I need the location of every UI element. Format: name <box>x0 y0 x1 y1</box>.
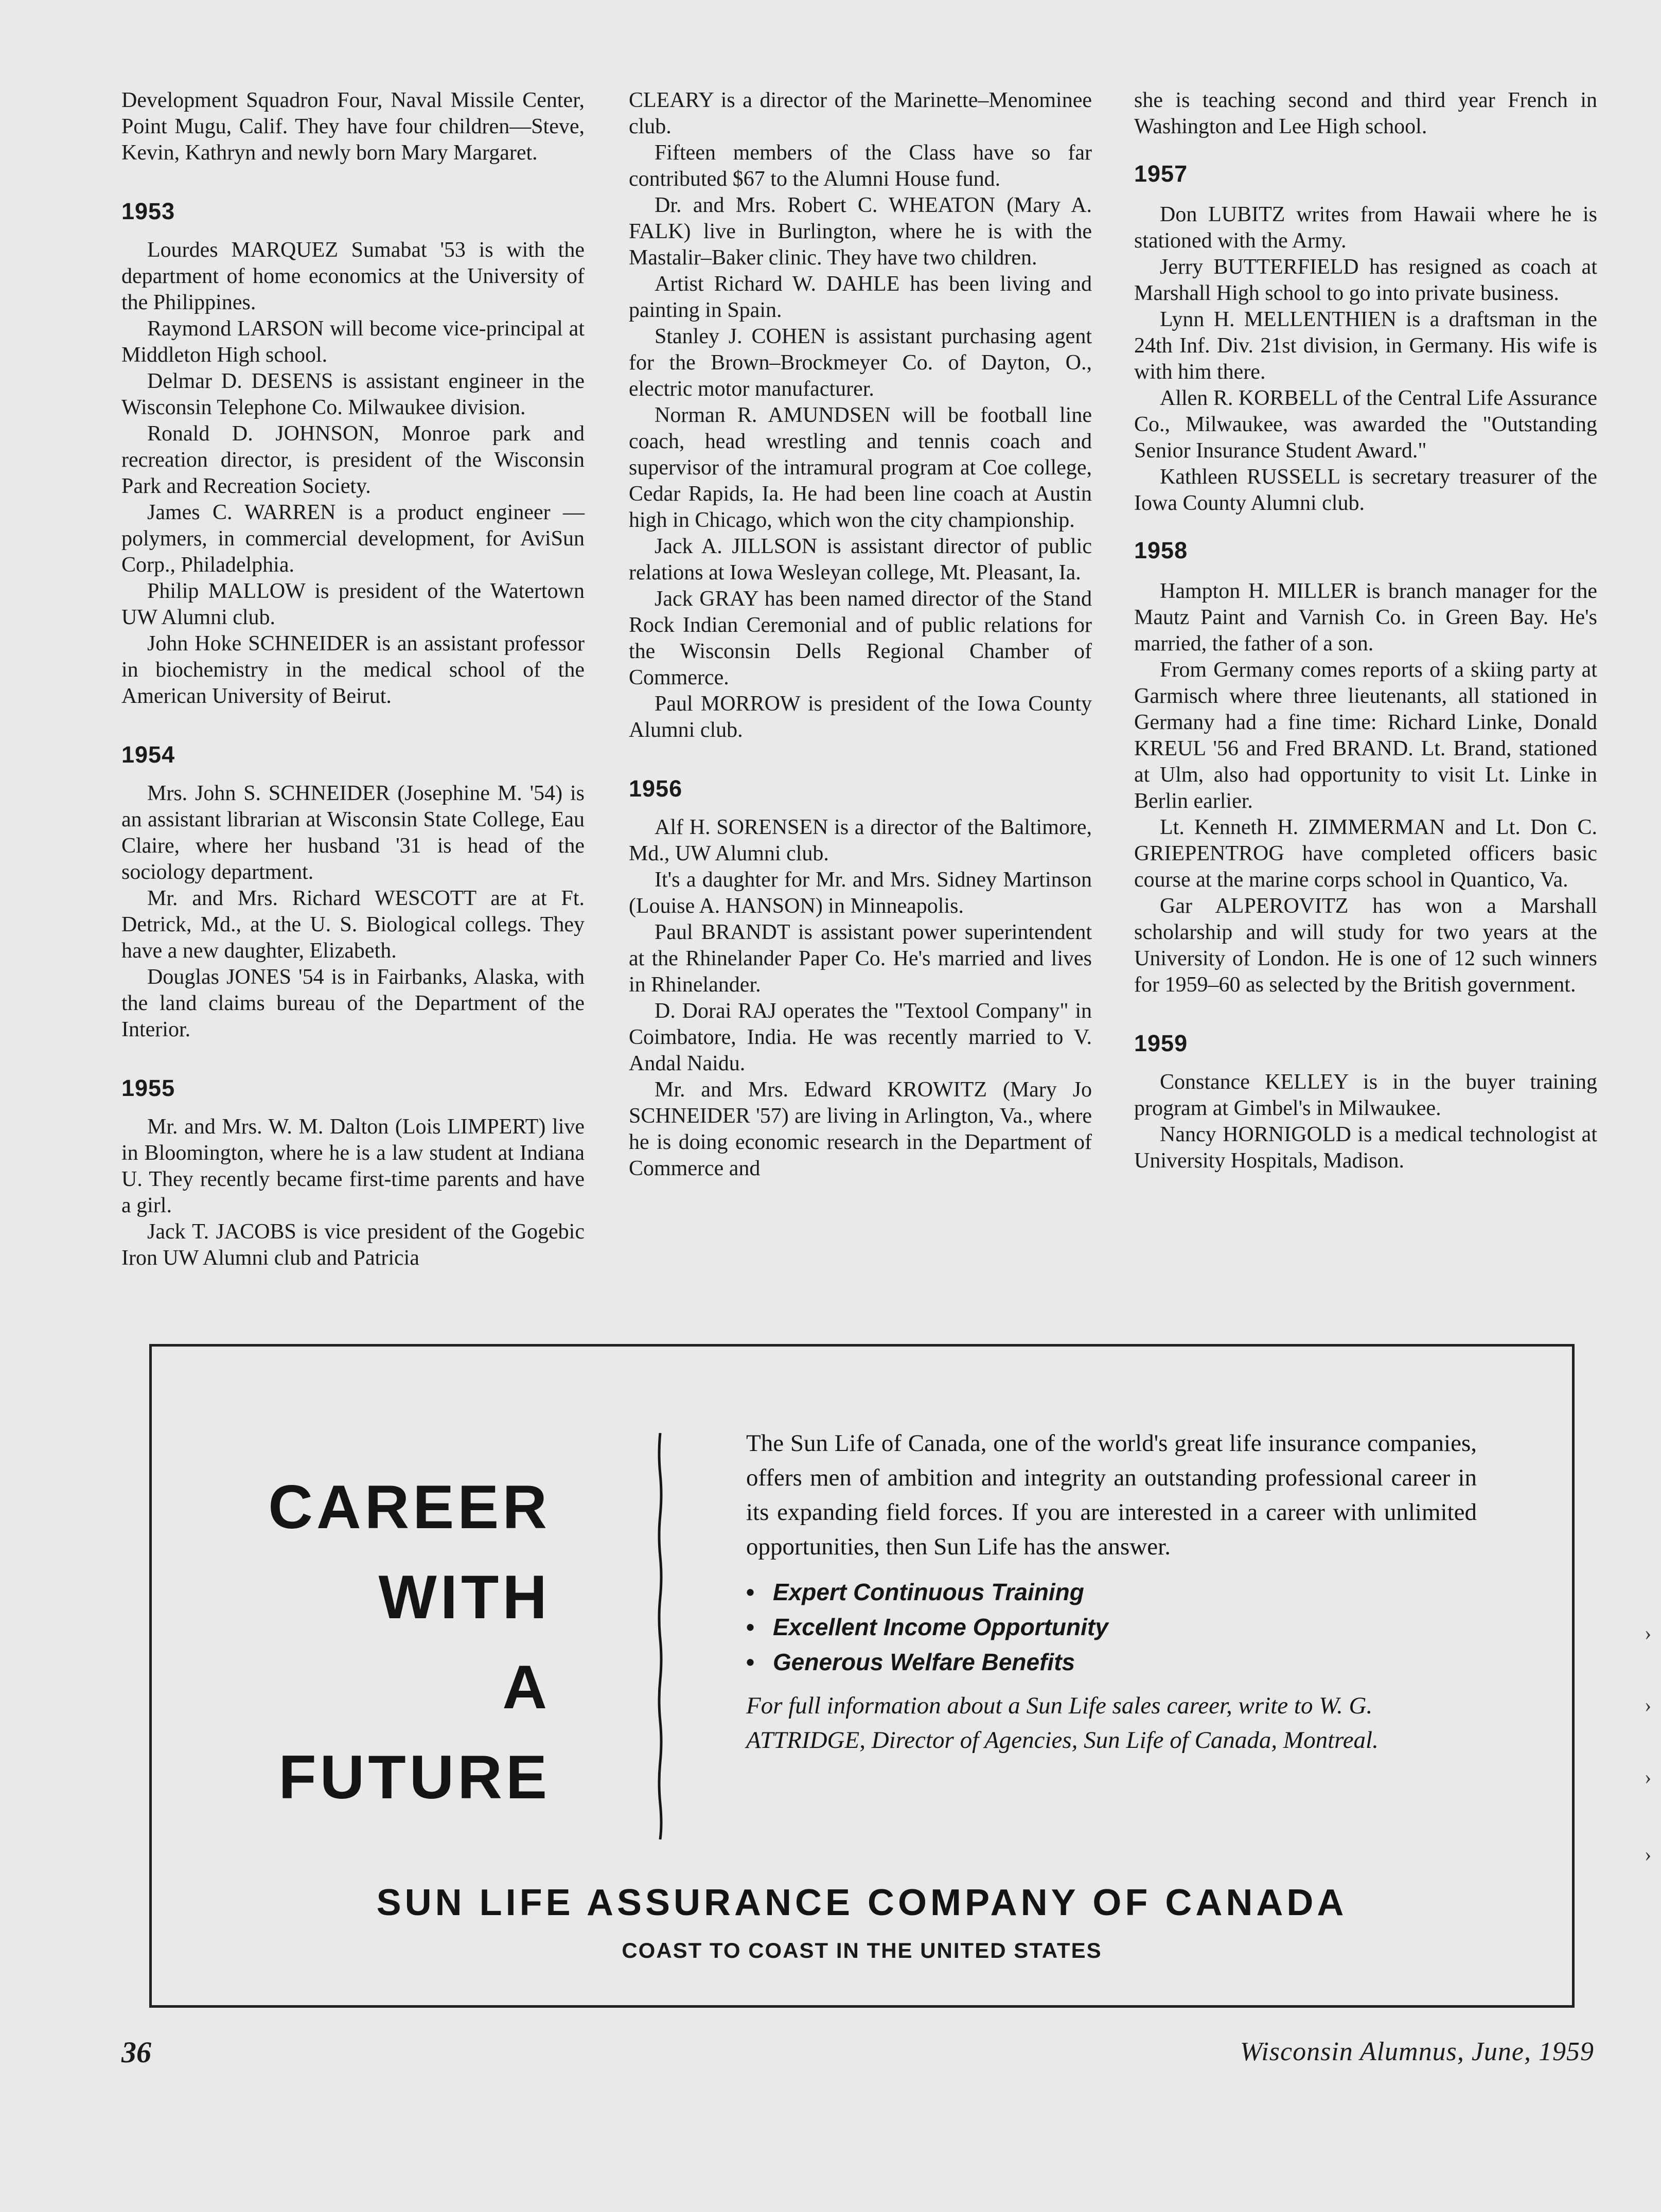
sun-life-advertisement <box>149 1344 1575 2008</box>
paragraph: Norman R. AMUNDSEN will be football line coach, head wrestling and tennis coach and supervisor of the intramural program at Coe college, Cedar Rapids, Ia. He had been line coach at Austin high in Chicago, which won the city championship. <box>629 403 1092 532</box>
ad-headline-line: FUTURE <box>278 1743 551 1812</box>
paragraph: Artist Richard W. DAHLE has been living and painting in Spain. <box>629 272 1092 322</box>
paragraph: Mrs. John S. SCHNEIDER (Josephine M. '54) is an assistant librarian at Wisconsin State College, Eau Claire, where her husband '31 is head of the sociology department. <box>121 782 585 884</box>
year-heading-1959: 1959 <box>1134 1030 1188 1056</box>
article-column-2 <box>629 87 1092 1182</box>
paragraph: It's a daughter for Mr. and Mrs. Sidney Martinson (Louise A. HANSON) in Minneapolis. <box>629 868 1092 918</box>
paragraph: Stanley J. COHEN is assistant purchasing agent for the Brown–Brockmeyer Co. of Dayton, O., electric motor manufacturer. <box>629 325 1092 401</box>
publication-footer: Wisconsin Alumnus, June, 1959 <box>1240 2037 1594 2066</box>
edge-mark: › <box>1645 1693 1652 1716</box>
paragraph: Lt. Kenneth H. ZIMMERMAN and Lt. Don C. GRIEPENTROG have completed officers basic course at the marine corps school in Quantico, Va. <box>1134 816 1597 892</box>
paragraph: Douglas JONES '54 is in Fairbanks, Alaska, with the land claims bureau of the Department of the Interior. <box>121 965 585 1041</box>
wavy-divider-rule <box>655 1433 665 1839</box>
paragraph: James C. WARREN is a product engineer —polymers, in commercial development, for AviSun Corp., Philadelphia. <box>121 501 585 577</box>
paragraph: Raymond LARSON will become vice-principal at Middleton High school. <box>121 317 585 367</box>
article-column-1 <box>121 87 585 1271</box>
paragraph: Allen R. KORBELL of the Central Life Assurance Co., Milwaukee, was awarded the "Outstanding Senior Insurance Student Award." <box>1134 386 1597 463</box>
year-heading-1957: 1957 <box>1134 161 1188 187</box>
paragraph: Hampton H. MILLER is branch manager for the Mautz Paint and Varnish Co. in Green Bay. He's married, the father of a son. <box>1134 579 1597 656</box>
article-column-3 <box>1134 87 1597 1174</box>
bullet-icon: • <box>746 1614 755 1640</box>
ad-headline-line: CAREER <box>268 1473 551 1542</box>
paragraph: Gar ALPEROVITZ has won a Marshall scholarship and will study for two years at the University of London. He is one of 12 such winners for 1959–60 as selected by the British government. <box>1134 894 1597 997</box>
paragraph: Constance KELLEY is in the buyer training program at Gimbel's in Milwaukee. <box>1134 1070 1597 1120</box>
ad-company-name: SUN LIFE ASSURANCE COMPANY OF CANADA <box>376 1882 1348 1923</box>
ad-benefit-item: • Generous Welfare Benefits <box>746 1644 1477 1679</box>
paragraph: From Germany comes reports of a skiing party at Garmisch where three lieutenants, all stationed in Germany had a fine time: Richard Linke, Donald KREUL '56 and Fred BRAND. Lt. Brand, stationed at Ulm, also had opportunity to visit Lt. Linke in Berlin earlier. <box>1134 658 1597 813</box>
paragraph: Alf H. SORENSEN is a director of the Baltimore, Md., UW Alumni club. <box>629 816 1092 865</box>
paragraph: Paul MORROW is president of the Iowa County Alumni club. <box>629 692 1092 742</box>
edge-mark: › <box>1645 1765 1652 1789</box>
paragraph: Philip MALLOW is president of the Watertown UW Alumni club. <box>121 579 585 629</box>
ad-headline-line: WITH <box>378 1563 551 1632</box>
year-heading-1954: 1954 <box>121 741 175 768</box>
paragraph: Ronald D. JOHNSON, Monroe park and recreation director, is president of the Wisconsin Park and Recreation Society. <box>121 422 585 498</box>
edge-mark: › <box>1645 1843 1652 1866</box>
bullet-icon: • <box>746 1649 755 1675</box>
ad-body-text: The Sun Life of Canada, one of the world's great life insurance companies, offers men of ambition and integrity an outstanding professional career in its expanding field forces. If you are interested in a career with unlimited opportunities, then Sun Life has the answer. <box>746 1430 1477 1560</box>
paragraph: Jack GRAY has been named director of the Stand Rock Indian Ceremonial and of public relations for the Wisconsin Dells Regional Chamber of Commerce. <box>629 587 1092 689</box>
ad-headline <box>268 1462 551 1822</box>
paragraph: Mr. and Mrs. W. M. Dalton (Lois LIMPERT) live in Bloomington, where he is a law student at Indiana U. They recently became first-time parents and have a girl. <box>121 1115 585 1217</box>
paragraph: Dr. and Mrs. Robert C. WHEATON (Mary A. FALK) live in Burlington, where he is with the Mastalir–Baker clinic. They have two children. <box>629 193 1092 270</box>
ad-benefit-item: • Expert Continuous Training <box>746 1574 1477 1609</box>
paragraph: Delmar D. DESENS is assistant engineer in the Wisconsin Telephone Co. Milwaukee division. <box>121 369 585 419</box>
paragraph: John Hoke SCHNEIDER is an assistant professor in biochemistry in the medical school of the American University of Beirut. <box>121 632 585 708</box>
ad-contact-info: For full information about a Sun Life sales career, write to W. G. ATTRIDGE, Director of Agencies, Sun Life of Canada, Montreal. <box>746 1692 1379 1754</box>
paragraph: Jack T. JACOBS is vice president of the Gogebic Iron UW Alumni club and Patricia <box>121 1220 585 1270</box>
paragraph: Lynn H. MELLENTHIEN is a draftsman in the 24th Inf. Div. 21st division, in Germany. His wife is with him there. <box>1134 308 1597 384</box>
paragraph: Lourdes MARQUEZ Sumabat '53 is with the department of home economics at the University of the Philippines. <box>121 238 585 314</box>
paragraph: Mr. and Mrs. Richard WESCOTT are at Ft. Detrick, Md., at the U. S. Biological collegs. They have a new daughter, Elizabeth. <box>121 887 585 963</box>
year-heading-1953: 1953 <box>121 198 175 224</box>
page-number: 36 <box>121 2036 151 2069</box>
ad-benefit-list <box>746 1574 1477 1679</box>
paragraph: Jerry BUTTERFIELD has resigned as coach at Marshall High school to go into private business. <box>1134 255 1597 305</box>
ad-subline: COAST TO COAST IN THE UNITED STATES <box>622 1938 1102 1962</box>
bullet-icon: • <box>746 1579 755 1605</box>
year-heading-1958: 1958 <box>1134 537 1188 563</box>
year-heading-1956: 1956 <box>629 775 683 802</box>
ad-benefit-item: • Excellent Income Opportunity <box>746 1609 1477 1644</box>
paragraph: Nancy HORNIGOLD is a medical technologist at University Hospitals, Madison. <box>1134 1123 1597 1173</box>
paragraph: Paul BRANDT is assistant power superintendent at the Rhinelander Paper Co. He's married and lives in Rhinelander. <box>629 921 1092 997</box>
paragraph: Development Squadron Four, Naval Missile Center, Point Mugu, Calif. They have four children—Steve, Kevin, Kathryn and newly born Mary Margaret. <box>121 89 585 165</box>
paragraph: Don LUBITZ writes from Hawaii where he is stationed with the Army. <box>1134 203 1597 253</box>
ad-body <box>746 1426 1477 1758</box>
ad-headline-line: A <box>502 1653 551 1722</box>
edge-mark: › <box>1645 1621 1652 1644</box>
paragraph: Fifteen members of the Class have so far contributed $67 to the Alumni House fund. <box>629 141 1092 191</box>
year-heading-1955: 1955 <box>121 1075 175 1101</box>
paragraph: D. Dorai RAJ operates the "Textool Company" in Coimbatore, India. He was recently married to V. Andal Naidu. <box>629 999 1092 1075</box>
paragraph: Mr. and Mrs. Edward KROWITZ (Mary Jo SCHNEIDER '57) are living in Arlington, Va., where he is doing economic research in the Department of Commerce and <box>629 1078 1092 1180</box>
paragraph: CLEARY is a director of the Marinette–Menominee club. <box>629 89 1092 138</box>
paragraph: she is teaching second and third year French in Washington and Lee High school. <box>1134 89 1597 138</box>
paragraph: Jack A. JILLSON is assistant director of public relations at Iowa Wesleyan college, Mt. Pleasant, Ia. <box>629 535 1092 585</box>
paragraph: Kathleen RUSSELL is secretary treasurer of the Iowa County Alumni club. <box>1134 465 1597 515</box>
